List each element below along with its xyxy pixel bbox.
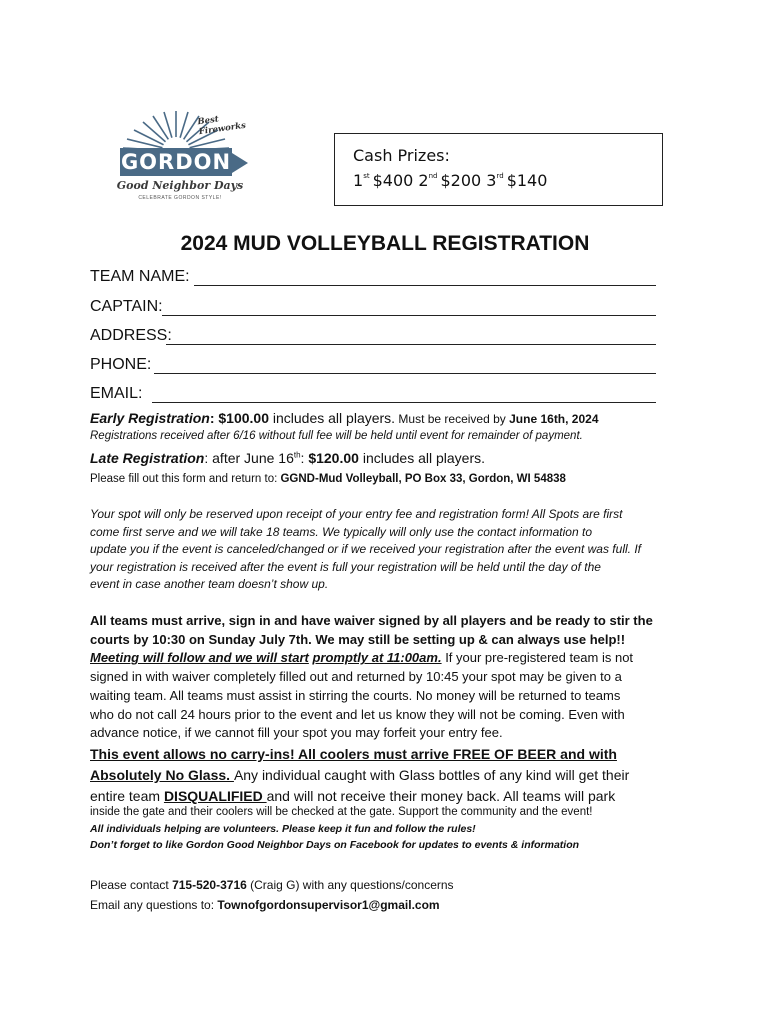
policy-line: event in case another team doesn’t show up.	[90, 577, 329, 592]
captain-label: CAPTAIN:	[90, 298, 163, 315]
address-line[interactable]	[166, 344, 656, 345]
late-registration-line	[90, 450, 485, 466]
policy-line: your registration is received after the event is full your registration will be held until the day of the	[90, 559, 601, 574]
return-pre: Please fill out this form and return to:	[90, 473, 281, 485]
address-field[interactable]	[90, 327, 656, 349]
cash-prizes-heading: Cash Prizes:	[353, 146, 450, 165]
email-pre: Email any questions to:	[90, 898, 218, 912]
gordon-good-neighbor-days-logo	[100, 105, 260, 217]
contact-email[interactable]: Townofgordonsupervisor1@gmail.com	[217, 898, 440, 912]
phone-line[interactable]	[154, 373, 656, 374]
first-place-amount: $400	[372, 171, 414, 190]
email-line[interactable]	[152, 402, 656, 403]
arrival-line-6: who do not call 24 hours prior to the event and let us know they will not be coming. Even with	[90, 706, 625, 722]
captain-line[interactable]	[162, 315, 656, 316]
policy-line: Your spot will only be reserved upon receipt of your entry fee and registration form! All Spots are first	[90, 507, 623, 521]
carry-line-3-rest: and will not receive their money back. All teams will park	[266, 788, 616, 804]
logo-subtext: CELEBRATE GORDON STYLE!	[138, 195, 222, 201]
page-title: 2024 MUD VOLLEYBALL REGISTRATION	[180, 232, 590, 255]
carry-line-1: This event allows no carry-ins! All coolers must arrive FREE OF BEER and with	[90, 746, 617, 762]
facebook-note: Don’t forget to like Gordon Good Neighbor Days on Facebook for updates to events & information	[90, 839, 580, 851]
prompt-text: promptly at 11:00am.	[312, 650, 442, 666]
late-sup: th	[293, 450, 301, 460]
address-label: ADDRESS:	[90, 327, 172, 344]
early-registration-line	[90, 410, 599, 426]
phone-field[interactable]	[90, 356, 656, 378]
return-address: GGND-Mud Volleyball, PO Box 33, Gordon, WI 54838	[280, 473, 566, 485]
email-contact-line	[90, 898, 440, 912]
early-colon: :	[209, 410, 219, 426]
disqualified-text: DISQUALIFIED	[163, 788, 267, 804]
third-place-ordinal: rd	[496, 172, 504, 180]
return-address-line	[90, 473, 566, 485]
contact-post: (Craig G) with any questions/concerns	[246, 878, 454, 892]
no-glass-text: Absolutely No Glass.	[90, 767, 234, 783]
arrival-paragraph	[90, 612, 690, 743]
logo-fireworks-text: Best Fireworks	[196, 114, 247, 138]
carry-line-4: inside the gate and their coolers will be checked at the gate. Support the community and the event!	[90, 806, 593, 818]
early-registration-label: Early Registration	[90, 410, 210, 426]
second-place-number: 2	[418, 171, 429, 190]
first-place-number: 1	[353, 171, 364, 190]
email-label: EMAIL:	[90, 385, 143, 402]
early-deadline-pre: Must be received by	[395, 412, 510, 426]
third-place-number: 3	[486, 171, 497, 190]
arrival-line-7: advance notice, if we cannot fill your spot you may forfeit your entry fee.	[90, 725, 503, 741]
second-place-amount: $200	[440, 171, 482, 190]
arrival-line-4: signed in with waiver completely filled out and returned by 10:45 your spot may be given to a	[90, 669, 622, 685]
cash-prizes-box	[334, 133, 663, 206]
ribbon-right-icon	[232, 153, 264, 173]
cash-prizes-amounts	[353, 171, 547, 190]
contact-pre: Please contact	[90, 878, 173, 892]
early-registration-note: Registrations received after 6/16 without full fee will be held until event for remainder of payment.	[90, 430, 583, 442]
logo-tagline: Good Neighbor Days	[116, 179, 244, 192]
logo-name: GORDON	[120, 150, 232, 174]
arrival-line-2: courts by 10:30 on Sunday July 7th. We may still be setting up & can always use help!!	[90, 631, 626, 647]
late-registration-label: Late Registration	[90, 450, 205, 466]
email-field[interactable]	[90, 385, 656, 407]
carry-line-2-rest: Any individual caught with Glass bottles of any kind will get their	[233, 767, 630, 783]
early-amount: $100.00	[218, 410, 269, 426]
carry-line-3-pre: entire team	[90, 788, 164, 804]
late-amount: $120.00	[308, 450, 359, 466]
early-deadline: June 16th, 2024	[509, 412, 599, 426]
first-place-ordinal: st	[363, 172, 370, 180]
contact-line	[90, 878, 454, 892]
captain-field[interactable]	[90, 298, 656, 320]
late-mid: :	[300, 450, 309, 466]
phone-label: PHONE:	[90, 356, 152, 373]
volunteers-note: All individuals helping are volunteers. Please keep it fun and follow the rules!	[90, 823, 476, 835]
arrival-line-1: All teams must arrive, sign in and have waiver signed by all players and be ready to stir the	[90, 613, 653, 628]
meeting-text: Meeting will follow and we will start	[90, 650, 309, 666]
policy-paragraph	[90, 506, 690, 594]
second-place-ordinal: nd	[428, 172, 438, 180]
team-name-label: TEAM NAME:	[90, 268, 190, 285]
late-pre: : after June 16	[204, 450, 294, 466]
arrival-line-5: waiting team. All teams must assist in stirring the courts. No money will be returned to teams	[90, 687, 621, 703]
late-rest: includes all players.	[358, 450, 485, 466]
policy-line: update you if the event is canceled/changed or if we received your registration after the event was full. If	[90, 542, 641, 557]
arrival-line-3-rest: If your pre-registered team is not	[441, 650, 634, 666]
third-place-amount: $140	[506, 171, 548, 190]
carry-in-paragraph	[90, 744, 710, 807]
early-rest: includes all players.	[269, 410, 396, 426]
policy-line: come first serve and we will take 18 teams. We typically will only use the contact information to	[90, 524, 592, 539]
team-name-line[interactable]	[194, 285, 656, 286]
contact-phone[interactable]: 715-520-3716	[172, 878, 247, 892]
team-name-field[interactable]	[90, 268, 656, 290]
